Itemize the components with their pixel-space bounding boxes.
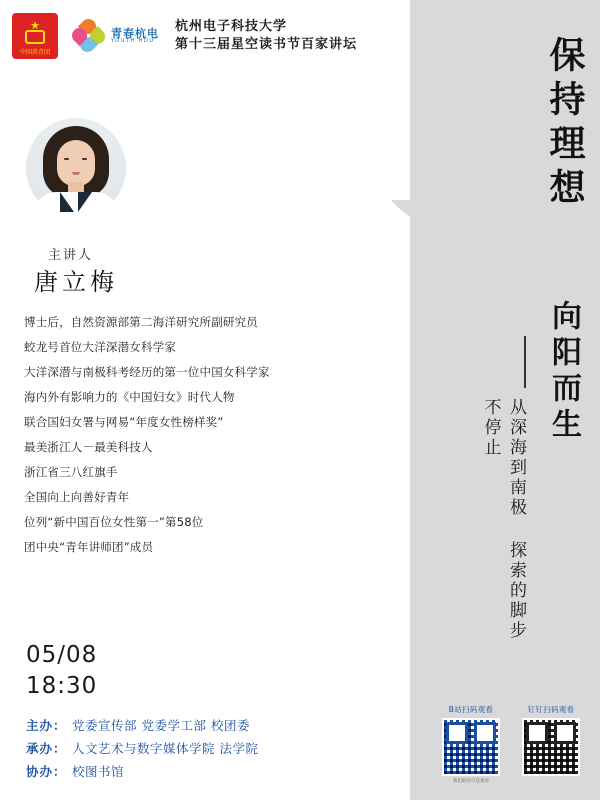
organizer-label: 主办： [26, 718, 67, 733]
qr-block-dingtalk[interactable] [520, 704, 582, 776]
list-item: 联合国妇女署与网易“年度女性榜样奖” [24, 414, 224, 429]
list-item: 最美浙江人－最美科技人 [24, 439, 153, 454]
avatar-collar-right [78, 192, 92, 212]
organizer-row [26, 760, 406, 783]
speaker-name: 唐立梅 [34, 268, 118, 296]
university-name: 杭州电子科技大学 [175, 19, 288, 35]
list-item: 浙江省三八红旗手 [24, 464, 118, 479]
organizer-block [26, 714, 406, 783]
flower-icon [72, 19, 106, 53]
organizer-value: 党委宣传部 党委学工部 校团委 [72, 718, 250, 733]
qr-code-group [440, 704, 582, 784]
qr-caption: B站扫码观看 [448, 705, 494, 714]
header-title-block [175, 18, 357, 53]
avatar-face [57, 140, 95, 186]
speaker-avatar [26, 118, 126, 218]
list-item: 大洋深潜与南极科考经历的第一位中国女科学家 [24, 364, 270, 379]
avatar-eye-left [64, 158, 69, 160]
qr-caption: 钉钉扫码观看 [527, 705, 575, 714]
organizer-row [26, 737, 406, 760]
organizer-value: 人文艺术与数字媒体学院 法学院 [72, 741, 259, 757]
divider [524, 336, 526, 388]
qr-code-image[interactable] [522, 718, 580, 776]
star-icon: ★ [30, 19, 40, 32]
event-time: 18:30 [26, 673, 98, 700]
list-item: 位列“新中国百位女性第一”第58位 [24, 514, 204, 529]
speaker-role-label: 主讲人 [48, 248, 94, 263]
organizer-label: 承办： [26, 741, 67, 757]
avatar-collar-left [60, 192, 74, 212]
organizer-row [26, 714, 406, 737]
event-series-name: 第十三届星空读书节百家讲坛 [175, 37, 358, 52]
qr-code-image[interactable] [442, 718, 500, 776]
event-datetime [26, 640, 97, 702]
event-date: 05/08 [26, 642, 98, 668]
poster-main-title: 保持理想 [544, 36, 585, 212]
list-item: 蛟龙号首位大洋深潜女科学家 [24, 339, 177, 354]
speaker-bio-list [24, 310, 314, 560]
poster-tagline: 从深海到南极 探索的脚步不停止 [480, 398, 526, 641]
organizer-label: 协办： [26, 764, 67, 780]
logo-text-en: YOUTH HDU [111, 38, 155, 45]
youth-league-emblem-icon [12, 13, 58, 59]
list-item: 团中央“青年讲师团”成员 [24, 539, 154, 554]
avatar-eye-right [82, 158, 87, 160]
logo-text-cn: 青春杭电 [111, 26, 159, 40]
qr-block-bilibili[interactable] [440, 704, 502, 784]
poster-header [0, 0, 420, 72]
emblem-label: 中国共青团 [19, 49, 50, 56]
list-item: 全国向上向善好青年 [24, 489, 130, 504]
qr-note: 我们取的只是观看 [453, 779, 489, 784]
list-item: 博士后，自然资源部第二海洋研究所副研究员 [24, 315, 258, 329]
list-item: 海内外有影响力的《中国妇女》时代人物 [24, 389, 235, 404]
organizer-value: 校图书馆 [72, 764, 125, 780]
avatar-shirt [34, 192, 118, 218]
youth-hdu-logo [72, 19, 159, 53]
gear-icon [25, 30, 45, 44]
poster-sub-title: 向阳而生 [546, 300, 581, 444]
